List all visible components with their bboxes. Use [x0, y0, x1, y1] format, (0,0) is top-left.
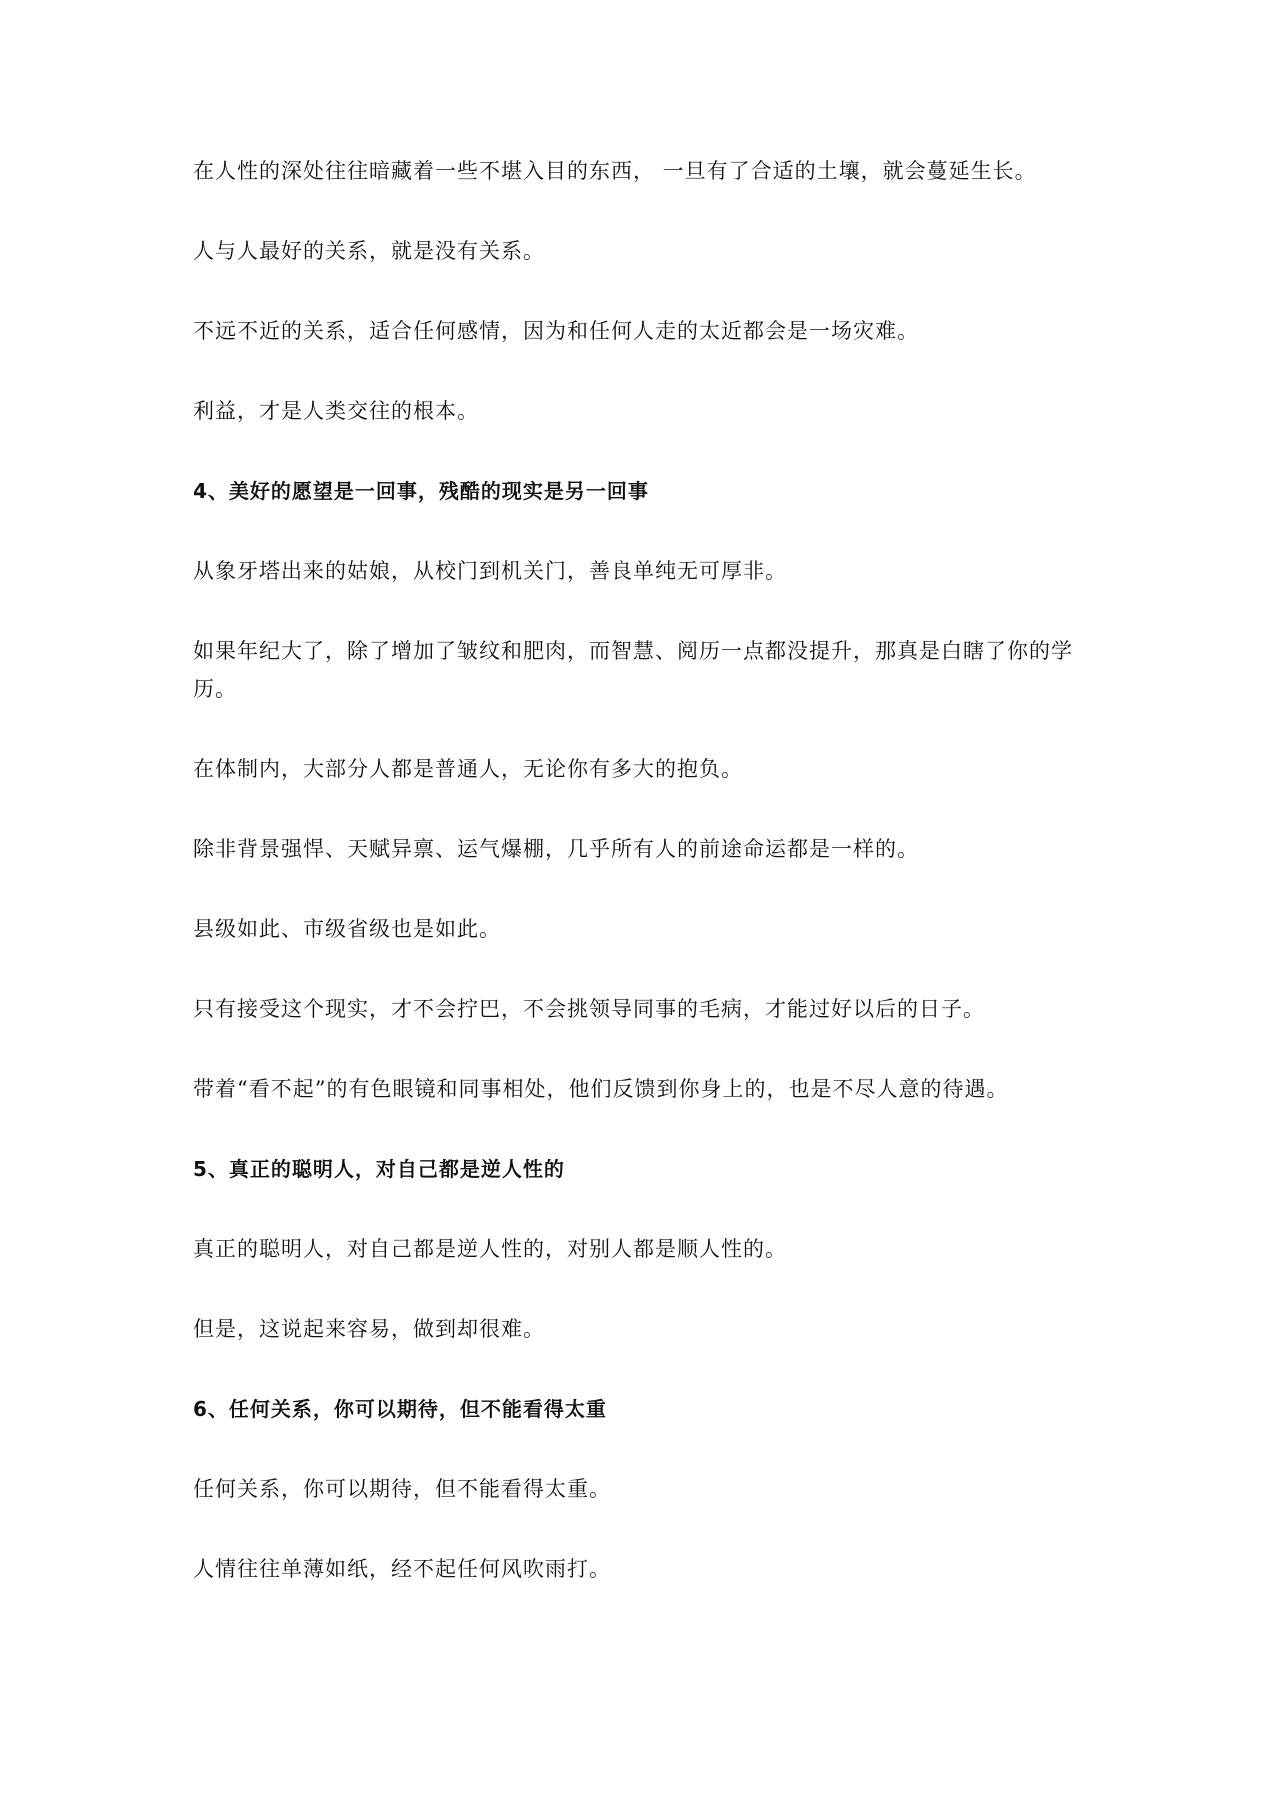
section-heading: 4、美好的愿望是一回事，残酷的现实是另一回事: [193, 479, 649, 503]
paragraph: 利益，才是人类交往的根本。: [193, 399, 479, 423]
paragraph: 只有接受这个现实，才不会拧巴，不会挑领导同事的毛病，才能过好以后的日子。: [193, 997, 985, 1021]
document-body: [193, 152, 1093, 1630]
paragraph: 在人性的深处往往暗藏着一些不堪入目的东西， 一旦有了合适的土壤，就会蔓延生长。: [193, 159, 1037, 183]
paragraph: 如果年纪大了，除了增加了皱纹和肥肉，而智慧、阅历一点都没提升，那真是白瞎了你的学历。: [193, 639, 1073, 701]
paragraph: 人与人最好的关系，就是没有关系。: [193, 239, 545, 263]
paragraph: 除非背景强悍、天赋异禀、运气爆棚，几乎所有人的前途命运都是一样的。: [193, 837, 919, 861]
paragraph: 人情往往单薄如纸，经不起任何风吹雨打。: [193, 1557, 611, 1581]
section-heading: 6、任何关系，你可以期待，但不能看得太重: [193, 1397, 607, 1421]
paragraph: 任何关系，你可以期待，但不能看得太重。: [193, 1477, 611, 1501]
paragraph: 在体制内，大部分人都是普通人，无论你有多大的抱负。: [193, 757, 743, 781]
paragraph: 县级如此、市级省级也是如此。: [193, 917, 501, 941]
section-heading: 5、真正的聪明人，对自己都是逆人性的: [193, 1157, 565, 1181]
paragraph: 从象牙塔出来的姑娘，从校门到机关门，善良单纯无可厚非。: [193, 559, 787, 583]
paragraph: 带着“看不起”的有色眼镜和同事相处，他们反馈到你身上的，也是不尽人意的待遇。: [193, 1077, 1009, 1101]
paragraph: 不远不近的关系，适合任何感情，因为和任何人走的太近都会是一场灾难。: [193, 319, 919, 343]
paragraph: 但是，这说起来容易，做到却很难。: [193, 1317, 545, 1341]
paragraph: 真正的聪明人，对自己都是逆人性的，对别人都是顺人性的。: [193, 1237, 787, 1261]
